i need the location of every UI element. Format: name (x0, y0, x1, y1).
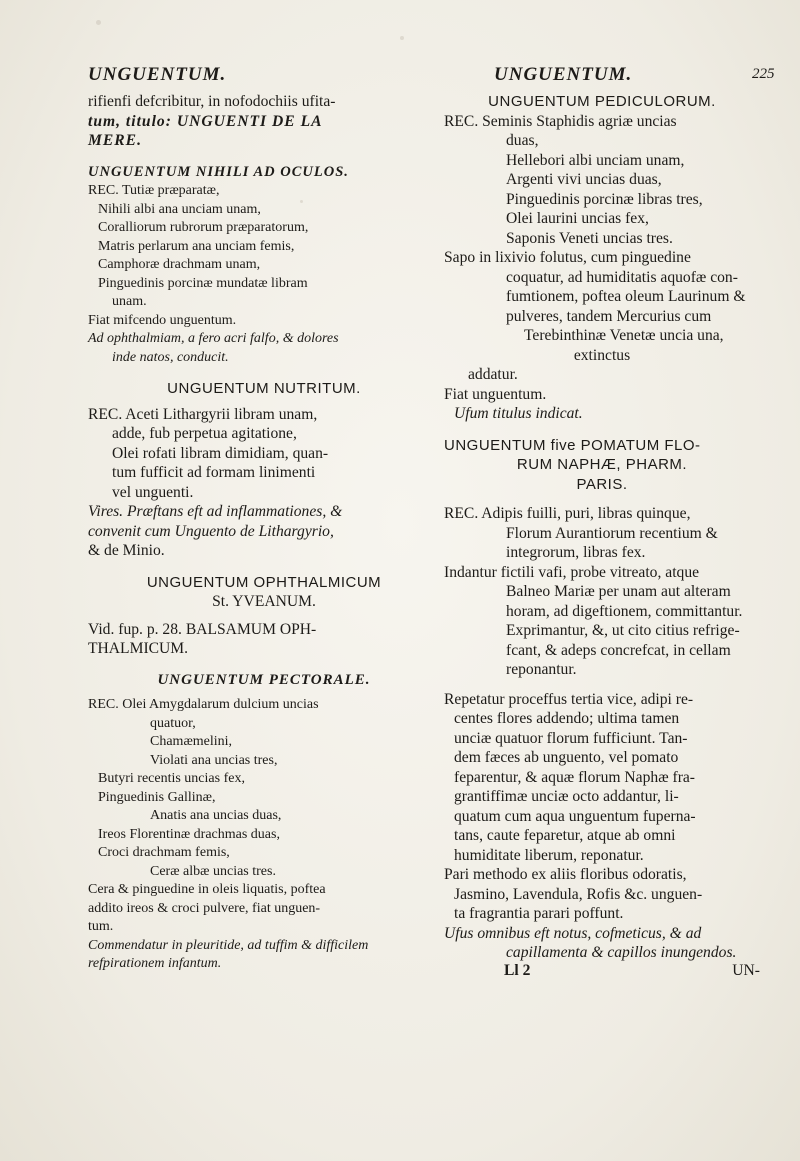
page-footer (444, 961, 760, 981)
recipe-line: Coralliorum rubrorum præparatorum, (98, 220, 309, 235)
recipe-line: horam, ad digeftionem, committantur. (506, 602, 743, 620)
recipe-line: Hellebori albi unciam unam, (506, 151, 685, 169)
recipe-line: Repetatur proceffus tertia vice, adipi re- (444, 690, 694, 708)
section-title: UNGUENTUM five POMATUM FLO- (444, 436, 701, 454)
section-title: UNGUENTUM PECTORALE. (157, 671, 371, 688)
section-subtitle: St. YVEANUM. (212, 593, 316, 610)
recipe-line: tum fufficit ad formam linimenti (112, 464, 316, 481)
recipe-line: unam. (112, 294, 147, 309)
recipe-line: REC. Adipis fuilli, puri, libras quinque, (444, 505, 691, 522)
recipe-line: Ceræ albæ uncias tres. (150, 863, 276, 879)
page-number: 225 (752, 66, 775, 82)
recipe-line: Matris perlarum ana unciam femis, (98, 238, 295, 254)
recipe-line: grantiffimæ unciæ octo addantur, li- (454, 788, 679, 805)
recipe-line: adde, fub perpetua agitatione, (112, 425, 297, 442)
recipe-line: Vires. Præftans eft ad inflammationes, & (88, 503, 343, 520)
recipe-line: Sapo in lixivio folutus, cum pinguedine (444, 249, 691, 266)
recipe-line: refpirationem infantum. (88, 956, 222, 971)
recipe-line: feparentur, & aquæ florum Naphæ fra- (454, 768, 695, 786)
recipe-line: dem fæces ab unguento, vel pomato (454, 749, 679, 766)
recipe-line: coquatur, ad humiditatis aquofæ con- (506, 268, 738, 286)
recipe-line: vel unguenti. (112, 483, 194, 501)
recipe-line: Pari methodo ex aliis floribus odoratis, (444, 866, 687, 883)
recipe-line: Croci drachmam femis, (98, 845, 230, 860)
recipe-line: Argenti vivi uncias duas, (506, 171, 662, 188)
recipe-line: fcant, & adeps concrefcat, in cellam (506, 641, 731, 659)
section-title: RUM NAPHÆ, PHARM. (516, 456, 688, 473)
recipe-line: Ireos Florentinæ drachmas duas, (98, 826, 280, 842)
recipe-line: addatur. (468, 366, 518, 383)
recipe-line: Saponis Veneti uncias tres. (506, 229, 673, 247)
recipe-line: tum. (88, 919, 114, 934)
recipe-line: Fiat unguentum. (444, 385, 547, 403)
recipe-line: reponantur. (506, 661, 577, 678)
recipe-line: tans, caute feparetur, atque ab omni (454, 827, 676, 844)
section-title: UNGUENTUM PEDICULORUM. (488, 93, 716, 110)
catchword: UN- (732, 961, 760, 979)
recipe-line: Ufum titulus indicat. (454, 405, 583, 422)
recipe-line: & de Minio. (88, 542, 165, 559)
recipe-line: addito ireos & croci pulvere, fiat unguen- (88, 900, 321, 916)
section-title: PARIS. (576, 475, 628, 493)
recipe-line: Exprimantur, &, ut cito citius refrige- (506, 622, 740, 639)
running-header-right: UNGUENTUM. (494, 64, 633, 85)
recipe-line: REC. Olei Amygdalarum dulcium uncias (88, 697, 319, 712)
recipe-line: duas, (506, 132, 539, 149)
paper-speck (400, 36, 404, 40)
recipe-line: Camphoræ drachmam unam, (98, 257, 261, 272)
recipe-line: convenit cum Unguento de Lithargyrio, (88, 522, 334, 540)
right-column (444, 92, 760, 980)
recipe-line: Fiat mifcendo unguentum. (88, 312, 237, 328)
recipe-line: Pinguedinis Gallinæ, (98, 789, 216, 805)
recipe-line: quatuor, (150, 715, 196, 731)
recipe-line: Ufus omnibus eft notus, cofmeticus, & ad (444, 924, 702, 942)
recipe-line: unciæ quatuor florum fufficiunt. Tan- (454, 729, 688, 747)
section-title: UNGUENTUM OPHTHALMICUM (146, 573, 382, 591)
running-header-left: UNGUENTUM. (88, 64, 227, 85)
recipe-line: humiditate liberum, reponatur. (454, 846, 644, 864)
recipe-line: Chamæmelini, (150, 734, 233, 749)
recipe-line: Olei laurini uncias fex, (506, 210, 649, 227)
text-line: tum, titulo: UNGUENTI DE LA (88, 112, 323, 130)
recipe-line: integrorum, libras fex. (506, 544, 646, 561)
section-title: UNGUENTUM NIHILI AD OCULOS. (88, 163, 349, 180)
text-line: MERE. (88, 132, 142, 149)
recipe-line: REC. Tutiæ præparatæ, (88, 183, 220, 198)
recipe-line: Balneo Mariæ per unam aut alteram (506, 583, 731, 600)
recipe-line: fumtionem, poftea oleum Laurinum & (506, 288, 746, 305)
recipe-line: Olei rofati libram dimidiam, quan- (112, 444, 329, 462)
section-title: UNGUENTUM NUTRITUM. (167, 380, 361, 397)
recipe-line: capillamenta & capillos inungendos. (506, 944, 737, 961)
recipe-line: Pinguedinis porcinæ libras tres, (506, 190, 703, 208)
text-line: rifienfi defcribitur, in nofodochiis ufita- (88, 93, 336, 110)
recipe-line: THALMICUM. (88, 640, 189, 657)
recipe-line: Violati ana uncias tres, (150, 752, 278, 768)
paper-speck (96, 20, 101, 25)
recipe-line: Commendatur in pleuritide, ad tuffim & difficilem (88, 937, 369, 953)
recipe-line: centes flores addendo; ultima tamen (454, 710, 680, 727)
recipe-line: Nihili albi ana unciam unam, (98, 201, 261, 217)
recipe-line: Vid. fup. p. 28. BALSAMUM OPH- (88, 620, 317, 638)
recipe-line: extinctus (573, 346, 631, 364)
recipe-line: REC. Seminis Staphidis agriæ uncias (444, 112, 677, 130)
recipe-line: Indantur fictili vafi, probe vitreato, atque (444, 563, 700, 581)
recipe-line: Anatis ana uncias duas, (150, 808, 282, 823)
recipe-line: Butyri recentis uncias fex, (98, 771, 245, 786)
signature-mark: Ll 2 (504, 961, 531, 979)
recipe-line: ta fragrantia parari poffunt. (454, 905, 624, 922)
recipe-line: Ad ophthalmiam, a fero acri falfo, & dolores (88, 331, 339, 346)
recipe-line: REC. Aceti Lithargyrii libram unam, (88, 405, 318, 423)
recipe-line: quatum cum aqua unguentum fuperna- (454, 807, 696, 825)
recipe-line: Florum Aurantiorum recentium & (506, 524, 718, 542)
recipe-line: Jasmino, Lavendula, Rofis &c. unguen- (454, 885, 703, 903)
recipe-line: Pinguedinis porcinæ mundatæ libram (98, 275, 308, 291)
recipe-line: Terebinthinæ Venetæ uncia una, (524, 327, 724, 344)
recipe-line: inde natos, conducit. (112, 349, 229, 365)
recipe-line: Cera & pinguedine in oleis liquatis, poftea (88, 882, 326, 897)
recipe-line: pulveres, tandem Mercurius cum (506, 307, 712, 325)
left-column (88, 92, 440, 974)
